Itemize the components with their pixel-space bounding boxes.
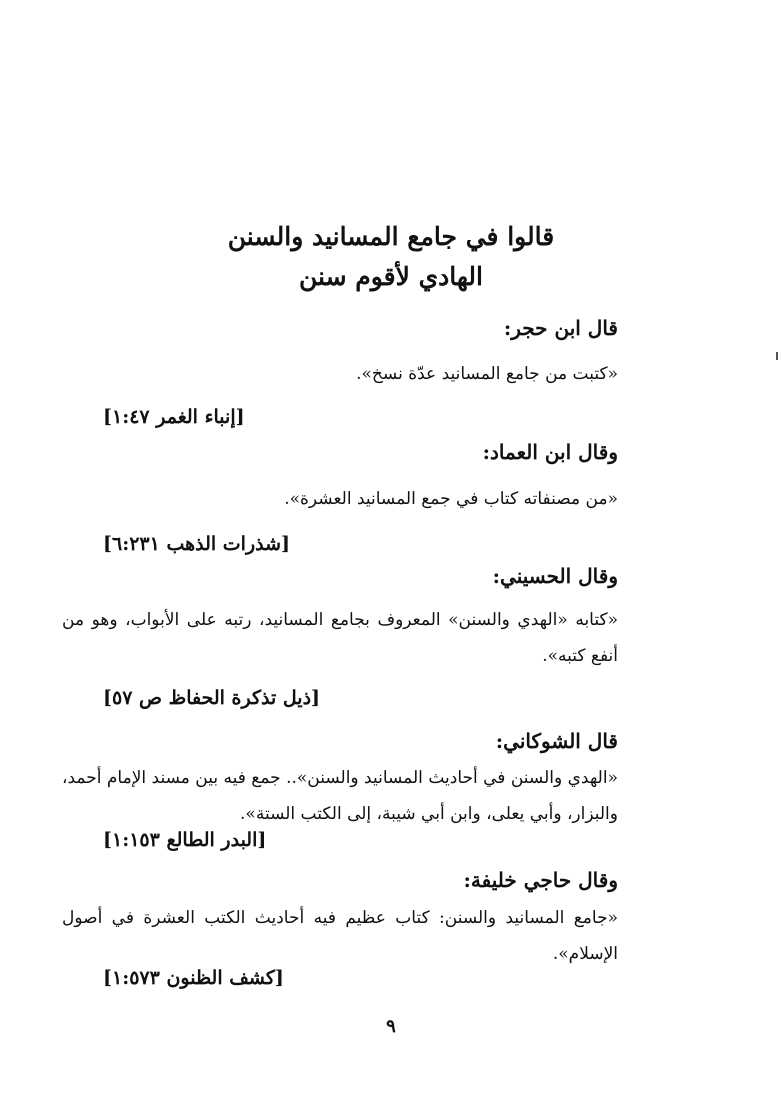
scan-mark bbox=[776, 352, 778, 360]
speaker-ibn-al-imad: وقال ابن العماد: bbox=[482, 440, 618, 464]
speaker-ibn-hajar: قال ابن حجر: bbox=[503, 316, 618, 340]
page-title: قالوا في جامع المسانيد والسنن bbox=[227, 222, 555, 251]
quote-al-shawkani: «الهدي والسنن في أحاديث المسانيد والسنن».. جمع فيه بين مسند الإمام أحمد، والبزار، وأبي يعلى، وابن أبي شيبة، إلى الكتب الستة». bbox=[62, 768, 618, 824]
quote-ibn-hajar: «كتبت من جامع المسانيد عدّة نسخ». bbox=[356, 364, 618, 384]
source-citation: [ذيل تذكرة الحفاظ ص ٥٧] bbox=[103, 687, 321, 709]
source-citation: [إنباء الغمر ١:٤٧] bbox=[103, 406, 245, 428]
source-citation: [البدر الطالع ١:١٥٣] bbox=[103, 829, 267, 851]
speaker-al-shawkani: قال الشوكاني: bbox=[495, 729, 618, 753]
speaker-al-husaini: وقال الحسيني: bbox=[492, 564, 618, 588]
speaker-haji-khalifa: وقال حاجي خليفة: bbox=[463, 868, 618, 892]
quote-haji-khalifa: «جامع المسانيد والسنن: كتاب عظيم فيه أحاديث الكتب العشرة في أصول الإسلام». bbox=[62, 908, 618, 964]
page-number: ٩ bbox=[386, 1016, 396, 1037]
quote-ibn-al-imad: «من مصنفاته كتاب في جمع المسانيد العشرة». bbox=[284, 489, 618, 509]
source-citation: [شذرات الذهب ٦:٢٣١] bbox=[103, 533, 291, 555]
page-subtitle: الهادي لأقوم سنن bbox=[299, 262, 483, 291]
source-citation: [كشف الظنون ١:٥٧٣] bbox=[103, 967, 284, 989]
quote-al-husaini: «كتابه «الهدي والسنن» المعروف بجامع المسانيد، رتبه على الأبواب، وهو من أنفع كتبه». bbox=[62, 610, 618, 666]
